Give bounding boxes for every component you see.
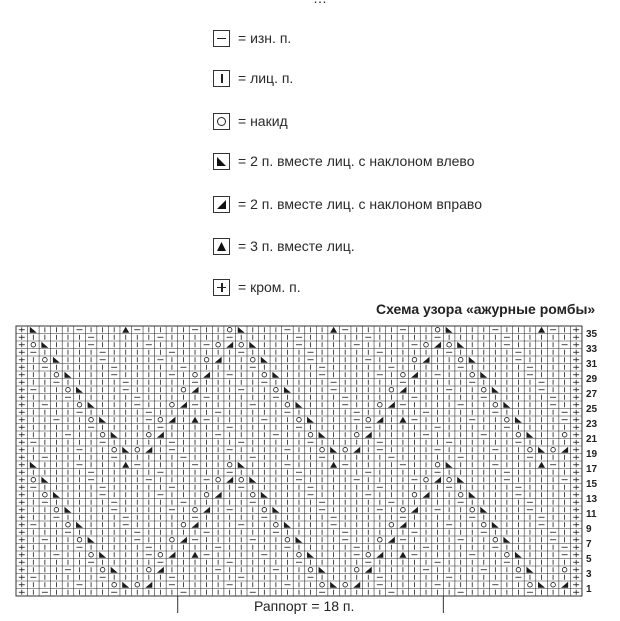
yarn-over-mark [308,567,313,572]
yarn-over-mark [31,477,36,482]
k2tog-left-mark [284,387,291,393]
k2tog-right-mark [411,372,418,378]
yarn-over-mark [100,567,105,572]
yarn-over-mark [216,342,221,347]
yarn-over-mark [285,402,290,407]
k2tog-left-mark [111,432,118,438]
yarn-over-mark [158,552,163,557]
yarn-over-mark [285,537,290,542]
row-number-label: 7 [585,539,592,550]
yarn-over-mark [193,507,198,512]
k2tog-right-mark [215,492,222,498]
yarn-over-mark [170,402,175,407]
legend-label: = 2 п. вместе лиц. с наклоном влево [238,153,475,169]
k2tog-right-mark [192,522,199,528]
row-number-label: 9 [585,524,592,535]
k2tog-left-mark [295,402,302,408]
k2tog-left-mark [330,447,337,453]
k2tog-left-mark [53,357,60,363]
k2tog-right-mark [168,417,175,423]
k3tog-mark [330,462,337,468]
yarn-over-mark [135,582,140,587]
k2tog-left-mark [272,372,279,378]
yarn-over-mark [308,432,313,437]
k2tog-left-mark [538,447,545,453]
yarn-over-mark [528,582,533,587]
k2tog-right-mark [192,387,199,393]
row-number-label: 35 [585,329,598,340]
k2tog-left-mark [503,402,510,408]
row-number-label: 3 [585,569,592,580]
k2tog-right-mark [145,582,152,588]
k2tog-left-mark [492,387,499,393]
k2tog-right-mark [399,522,406,528]
yarn-over-mark [354,567,359,572]
k3tog-mark [192,552,199,558]
yarn-over-mark [458,492,463,497]
yarn-over-mark [343,582,348,587]
k2tog-left-mark [457,342,464,348]
legend-label: = лиц. п. [238,70,294,86]
k2tog-left-mark [122,447,129,453]
yarn-over-mark [297,417,302,422]
yarn-over-mark [424,477,429,482]
yarn-over-mark [216,477,221,482]
yarn-over-mark [435,327,440,332]
yarn-over-mark [551,582,556,587]
yarn-over-mark [274,387,279,392]
yarn-over-mark [447,477,452,482]
k2tog-right-mark [168,552,175,558]
k2tog-right-mark [411,507,418,513]
yarn-over-mark [170,537,175,542]
k2tog-left-mark [238,327,245,333]
k2tog-right-mark [434,342,441,348]
k2tog-left-mark [272,507,279,513]
yarn-over-mark [135,447,140,452]
row-number-label: 23 [585,419,598,430]
k2tog-left-mark [480,372,487,378]
yarn-over-mark [204,492,209,497]
k2tog-left-mark [307,552,314,558]
yarn-over-mark [320,447,325,452]
yarn-over-mark [447,342,452,347]
k2tog-right-mark [215,357,222,363]
k2tog-left-mark [284,522,291,528]
yarn-over-mark [54,372,59,377]
k2tog-left-mark [469,357,476,363]
k2tog-left-mark [41,477,48,483]
k2tog-left-mark [53,492,60,498]
k2tog-left-mark [41,342,48,348]
legend-label: = 2 п. вместе лиц. с наклоном вправо [238,196,483,212]
yarn-over-mark [227,327,232,332]
yarn-over-mark [147,567,152,572]
k2tog-left-mark [515,417,522,423]
yarn-over-mark [458,357,463,362]
k3tog-mark [192,417,199,423]
k2tog-right-mark [561,582,568,588]
k2tog-left-mark [457,477,464,483]
yarn-over-mark [401,372,406,377]
yarn-over-mark [227,462,232,467]
row-number-label: 21 [585,434,598,445]
chart-title: Схема узора «ажурные ромбы» [376,301,596,317]
k2tog-left-mark [295,537,302,543]
k2tog-left-mark [319,567,326,573]
yarn-over-mark [43,357,48,362]
k2tog-left-mark [76,387,83,393]
repeat-label: Раппорт = 18 п. [254,598,355,614]
k2tog-left-mark [480,507,487,513]
yarn-over-mark [181,522,186,527]
row-number-label: 19 [585,449,598,460]
yarn-over-mark [262,507,267,512]
yarn-over-mark [250,492,255,497]
yarn-over-mark [354,432,359,437]
yarn-over-mark [77,537,82,542]
yarn-over-mark [389,387,394,392]
k2tog-left-mark [76,522,83,528]
k2tog-left-mark [469,492,476,498]
k2tog-left-mark [503,537,510,543]
yarn-over-mark [470,507,475,512]
yarn-over-mark [505,552,510,557]
yarn-over-mark [274,522,279,527]
k3tog-mark [399,417,406,423]
yarn-over-mark [401,507,406,512]
yarn-over-mark [516,432,521,437]
k2tog-right-mark [376,417,383,423]
yarn-over-mark [470,372,475,377]
yarn-over-mark [31,342,36,347]
k2tog-left-mark [64,372,71,378]
yarn-over-mark [343,447,348,452]
yarn-over-mark [89,417,94,422]
k2tog-right-mark [226,477,233,483]
yarn-over-mark [562,567,567,572]
k2tog-left-mark [88,402,95,408]
k2tog-left-mark [99,417,106,423]
row-number-label: 27 [585,389,598,400]
k2tog-right-mark [365,567,372,573]
k2tog-left-mark [307,417,314,423]
k2tog-right-mark [226,342,233,348]
yarn-over-mark [66,522,71,527]
k2tog-right-mark [388,537,395,543]
legend-label: = 3 п. вместе лиц. [238,238,355,254]
k2tog-right-mark [561,447,568,453]
k2tog-right-mark [157,432,164,438]
k3tog-mark [122,462,129,468]
k2tog-left-mark [261,357,268,363]
yarn-over-mark [320,582,325,587]
k2tog-left-mark [330,582,337,588]
yarn-over-mark [481,522,486,527]
yarn-over-mark [366,552,371,557]
yarn-over-mark [54,507,59,512]
k2tog-right-mark [145,447,152,453]
k2tog-right-mark [353,582,360,588]
k2tog-left-mark [111,567,118,573]
k2tog-left-mark [526,567,533,573]
k2tog-left-mark [64,507,71,513]
k2tog-left-mark [446,462,453,468]
k2tog-left-mark [30,327,37,333]
yarn-over-mark [193,372,198,377]
row-number-label: 25 [585,404,598,415]
row-number-label: 29 [585,374,598,385]
yarn-over-mark [551,447,556,452]
yarn-over-mark [412,357,417,362]
legend-label: = изн. п. [238,30,292,46]
k2tog-right-mark [365,432,372,438]
k3tog-mark [538,327,545,333]
yarn-over-mark [481,387,486,392]
yarn-over-mark [493,402,498,407]
yarn-over-mark [100,432,105,437]
k2tog-left-mark [249,477,256,483]
yarn-over-mark [250,357,255,362]
k3tog-mark [330,327,337,333]
row-number-label: 13 [585,494,598,505]
k2tog-right-mark [353,447,360,453]
yarn-over-mark [239,477,244,482]
k2tog-right-mark [434,477,441,483]
yarn-over-mark [239,342,244,347]
yarn-over-mark [516,567,521,572]
yarn-over-mark [389,522,394,527]
yarn-over-mark [204,357,209,362]
k2tog-right-mark [423,357,430,363]
yarn-over-mark [112,582,117,587]
yarn-over-mark [378,402,383,407]
k2tog-left-mark [492,522,499,528]
row-number-label: 17 [585,464,598,475]
yarn-over-mark [66,387,71,392]
k2tog-left-mark [249,342,256,348]
k2tog-left-mark [30,462,37,468]
yarn-over-mark [89,552,94,557]
k2tog-right-mark [180,537,187,543]
k2tog-left-mark [446,327,453,333]
row-number-label: 5 [585,554,592,565]
k2tog-left-mark [122,582,129,588]
k2tog-left-mark [99,552,106,558]
yarn-over-mark [77,402,82,407]
k2tog-left-mark [319,432,326,438]
k2tog-left-mark [515,552,522,558]
yarn-over-mark [378,537,383,542]
row-number-label: 11 [585,509,597,520]
k2tog-left-mark [261,492,268,498]
k2tog-left-mark [526,432,533,438]
row-number-label: 15 [585,479,598,490]
k2tog-right-mark [399,387,406,393]
k3tog-mark [538,462,545,468]
yarn-over-mark [435,462,440,467]
yarn-over-mark [412,492,417,497]
row-number-label: 1 [585,584,592,595]
k2tog-right-mark [203,372,210,378]
k2tog-left-mark [88,537,95,543]
yarn-over-mark [43,492,48,497]
k2tog-right-mark [157,567,164,573]
k3tog-mark [399,552,406,558]
k2tog-right-mark [388,402,395,408]
yarn-over-mark [366,417,371,422]
k3tog-mark [122,327,129,333]
legend-label: = накид [238,113,288,129]
legend-label: = кром. п. [238,279,301,295]
yarn-over-mark [505,417,510,422]
yarn-over-mark [493,537,498,542]
k2tog-left-mark [538,582,545,588]
k2tog-right-mark [203,507,210,513]
k2tog-right-mark [376,552,383,558]
k2tog-left-mark [238,462,245,468]
row-number-label: 31 [585,359,598,370]
yarn-over-mark [262,372,267,377]
yarn-over-mark [158,417,163,422]
yarn-over-mark [181,387,186,392]
yarn-over-mark [112,447,117,452]
k2tog-right-mark [423,492,430,498]
yarn-over-mark [562,432,567,437]
yarn-over-mark [528,447,533,452]
yarn-over-mark [424,342,429,347]
k2tog-right-mark [180,402,187,408]
row-number-label: 33 [585,344,598,355]
yarn-over-mark [147,432,152,437]
yarn-over-mark [297,552,302,557]
